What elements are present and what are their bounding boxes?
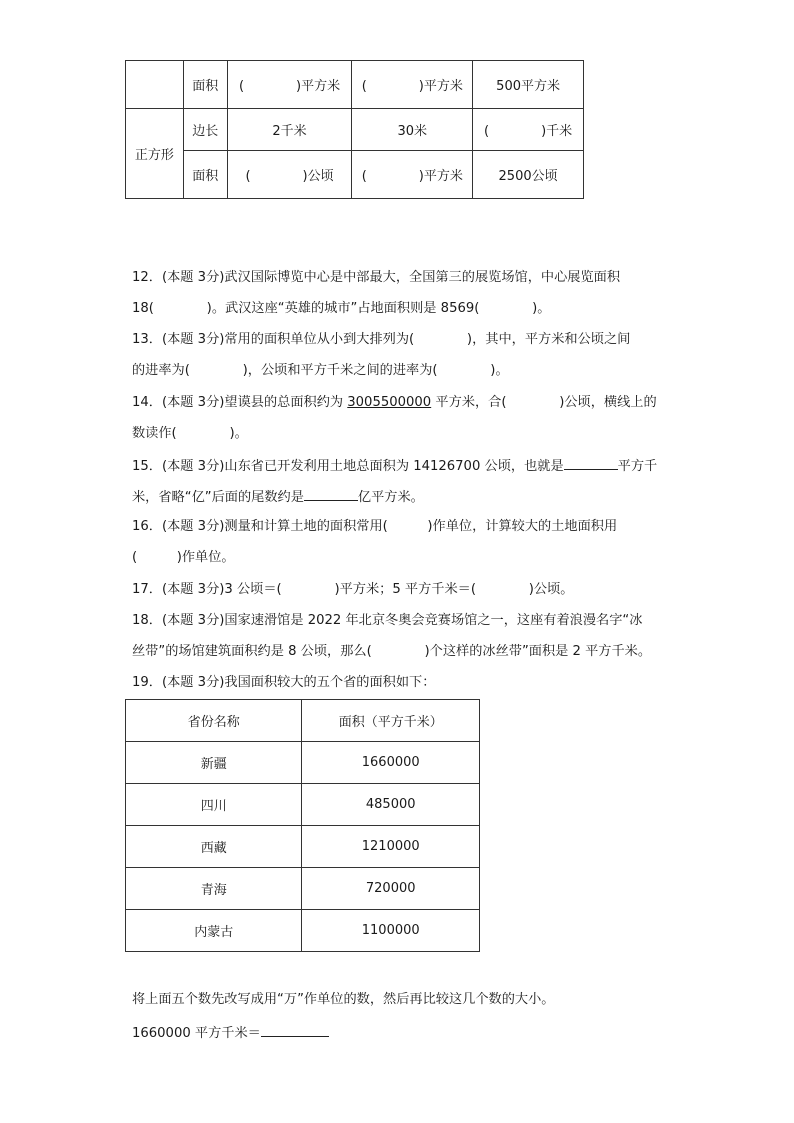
question-15-text-end: 平方千: [617, 459, 658, 474]
table-cell: 边长: [183, 109, 227, 151]
question-13-line-1: 13．(本题 3分)常用的面积单位从小到大排列为( )，其中，平方米和公顷之间: [132, 332, 631, 347]
table-row: [126, 826, 480, 868]
table-row: [126, 868, 480, 910]
table-cell: ( )公顷: [227, 151, 352, 199]
answer-blank[interactable]: [261, 1022, 329, 1037]
table-cell: 西藏: [126, 826, 302, 868]
answer-blank[interactable]: [304, 486, 358, 501]
table-cell: 1660000: [302, 742, 480, 784]
table-header-row: [126, 700, 480, 742]
row-header-square: 正方形: [126, 109, 184, 199]
question-12-line-1: 12．(本题 3分)武汉国际博览中心是中部最大，全国第三的展览场馆，中心展览面积: [132, 270, 621, 285]
table-cell: 1210000: [302, 826, 480, 868]
question-15-line-1: [132, 455, 657, 477]
table-cell: ( )平方米: [352, 61, 473, 109]
table-row: [126, 109, 584, 151]
table-cell: ( )千米: [473, 109, 584, 151]
underlined-number: 3005500000: [347, 395, 432, 410]
table-cell: 青海: [126, 868, 302, 910]
question-15-text: 15．(本题 3分)山东省已开发利用土地总面积为 14126700 公顷，也就是: [132, 459, 564, 474]
table-cell: ( )平方米: [352, 151, 473, 199]
question-15-text-2-end: 亿平方米。: [357, 490, 424, 505]
column-header: 省份名称: [126, 700, 302, 742]
instruction-text: 将上面五个数先改写成用“万”作单位的数，然后再比较这几个数的大小。: [132, 992, 555, 1007]
table-cell: 485000: [302, 784, 480, 826]
table-cell: 30米: [352, 109, 473, 151]
question-16-line-1: 16．(本题 3分)测量和计算土地的面积常用( )作单位，计算较大的土地面积用: [132, 519, 618, 534]
province-area-table: [125, 699, 480, 952]
table-cell: 1100000: [302, 910, 480, 952]
table-cell: ( )平方米: [227, 61, 352, 109]
question-14-text-end: 平方米，合( )公顷，横线上的: [431, 395, 657, 410]
table-row: [126, 61, 584, 109]
table-cell: 四川: [126, 784, 302, 826]
table-cell: 内蒙古: [126, 910, 302, 952]
table-cell: 面积: [183, 61, 227, 109]
question-16-line-2: ( )作单位。: [132, 550, 235, 565]
square-area-table: [125, 60, 584, 199]
question-14-line-1: [132, 393, 657, 413]
question-14-line-2: 数读作( )。: [132, 426, 248, 441]
question-18-line-2: 丝带”的场馆建筑面积约是 8 公顷，那么( )个这样的冰丝带”面积是 2 平方千米。: [132, 644, 652, 659]
question-18-line-1: 18．(本题 3分)国家速滑馆是 2022 年北京冬奥会竞赛场馆之一，这座有着浪漫名字“冰: [132, 613, 643, 628]
question-19: 19．(本题 3分)我国面积较大的五个省的面积如下：: [132, 675, 436, 690]
question-15-line-2: [132, 486, 424, 508]
table-cell: 500平方米: [473, 61, 584, 109]
table-cell: 2500公顷: [473, 151, 584, 199]
conversion-text: 1660000 平方千米＝: [132, 1026, 261, 1041]
question-17: 17．(本题 3分)3 公顷＝( )平方米；5 平方千米＝( )公顷。: [132, 582, 574, 597]
answer-blank[interactable]: [564, 455, 618, 470]
table-cell: 面积: [183, 151, 227, 199]
table-cell: [126, 61, 184, 109]
table-cell: 720000: [302, 868, 480, 910]
table-row: [126, 784, 480, 826]
table-cell: 2千米: [227, 109, 352, 151]
table-row: [126, 151, 584, 199]
table-row: [126, 910, 480, 952]
table-cell: 新疆: [126, 742, 302, 784]
table-row: [126, 742, 480, 784]
question-14-text: 14．(本题 3分)望谟县的总面积约为: [132, 395, 348, 410]
question-15-text-2: 米，省略“亿”后面的尾数约是: [132, 490, 304, 505]
question-12-line-2: 18( )。武汉这座“英雄的城市”占地面积则是 8569( )。: [132, 301, 551, 316]
column-header: 面积（平方千米）: [302, 700, 480, 742]
conversion-line: [132, 1022, 329, 1044]
question-13-line-2: 的进率为( )，公顷和平方千米之间的进率为( )。: [132, 363, 509, 378]
